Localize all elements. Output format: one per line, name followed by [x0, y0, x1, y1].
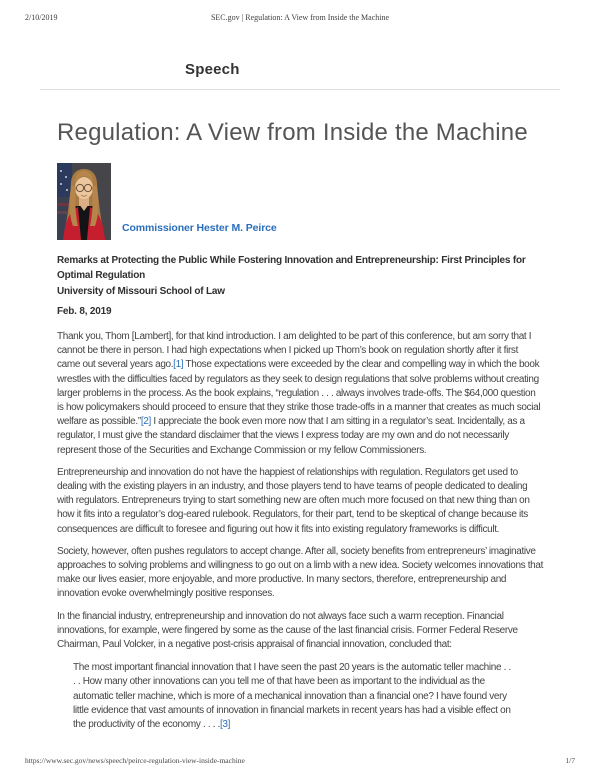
text-segment: In the financial industry, entrepreneurship and innovation do not always face such a warm reception. Financial innovations, for example, were fingered by some as the cause of the last financial crisis. Former Federal Reserve Chairman, Paul Volcker, in a negative post-crisis appraisal of financial innovation, concluded that:: [57, 610, 518, 650]
portrait-image: [57, 163, 111, 240]
print-footer: [25, 756, 575, 765]
author-row: [57, 163, 543, 240]
header-divider: [40, 89, 560, 90]
page-title: Regulation: A View from Inside the Machine: [57, 119, 528, 146]
speech-date: Feb. 8, 2019: [57, 305, 112, 317]
paragraph-2: [57, 466, 543, 537]
text-segment: Thank you, Thom [Lambert], for that kind introduction. I am delighted to be part of this conference, but am sorry that I cannot be there in person. I had high expectations when I picked up Thom’s book on regulation shortly after it first came out several years ago.: [57, 330, 532, 371]
print-header: [25, 13, 575, 23]
event-venue: University of Missouri School of Law: [57, 285, 225, 297]
event-title: Remarks at Protecting the Public While Fostering Innovation and Entrepreneurship: First Principles for Optimal Regulation: [57, 255, 526, 282]
text-segment: Entrepreneurship and innovation do not have the happiest of relationships with regulation. Regulators get used to dealing with the existing players in an industry, and those players tend to have teams of people dedicated to dealing with regulators. Entrepreneurs trying to start something new are often much more focused on that new thing than on how it fits into a regulator’s dog-eared rulebook. Regulators, for their part, tend to be skeptical of change because its consequences are difficult to foresee and figuring out how it fits into existing regulatory frameworks is difficult.: [57, 466, 530, 535]
paragraph-4: [57, 610, 543, 653]
blockquote: [73, 661, 515, 732]
text-segment: I appreciate the book even more now that I am sitting in a regulator’s seat. Incidentally, as a regulator, I must give the standard disclaimer that the views I express today are my own and do not necessarily represent those of the Securities and Exchange Commission or my fellow Commissioners.: [57, 416, 525, 456]
footnote-link[interactable]: [2]: [140, 416, 151, 428]
print-page-number: 1/7: [565, 756, 575, 765]
author-link[interactable]: Commissioner Hester M. Peirce: [122, 222, 277, 234]
footnote-link[interactable]: [1]: [173, 359, 184, 371]
print-doc-title: SEC.gov | Regulation: A View from Inside the Machine: [210, 13, 390, 22]
event-block: [57, 253, 543, 299]
author-photo: [57, 163, 111, 240]
paragraph-1: [57, 330, 543, 458]
text-segment: Society, however, often pushes regulators to accept change. After all, society benefits from entrepreneurs’ imaginative approaches to solving problems and willingness to go out on a limb with a new idea. Society welcomes innovations that make our lives easier, more enjoyable, and more productive. In many sectors, therefore, entrepreneurship and innovation evoke overwhelmingly positive responses.: [57, 545, 544, 600]
footnote-link[interactable]: [3]: [220, 718, 231, 730]
section-label-speech: Speech: [185, 61, 240, 78]
text-segment: Those expectations were exceeded by the clear and compelling way in which the book wrestles with the difficulties faced by regulators as they seek to design regulations that solve problems without creating larger problems in the process. As the book explains, “regulation . . . always involves trade-offs. The $64,000 question is how policymakers should proceed to ensure that they strike those trade-offs in a manner that creates as much social welfare as possible.”: [57, 359, 541, 428]
text-segment: The most important financial innovation that I have seen the past 20 years is the automatic teller machine . . . . How many other innovations can you tell me of that have been as important to the individual as the automatic teller machine, which is more of a mechanical innovation than a financial one? I have found very little evidence that vast amounts of innovation in financial markets in recent years has had a visible effect on the productivity of the economy . . . .: [73, 662, 511, 730]
article: [57, 118, 543, 732]
paragraph-3: [57, 545, 543, 602]
print-date: 2/10/2019: [25, 13, 58, 22]
print-url: https://www.sec.gov/news/speech/peirce-regulation-view-inside-machine: [25, 756, 245, 765]
